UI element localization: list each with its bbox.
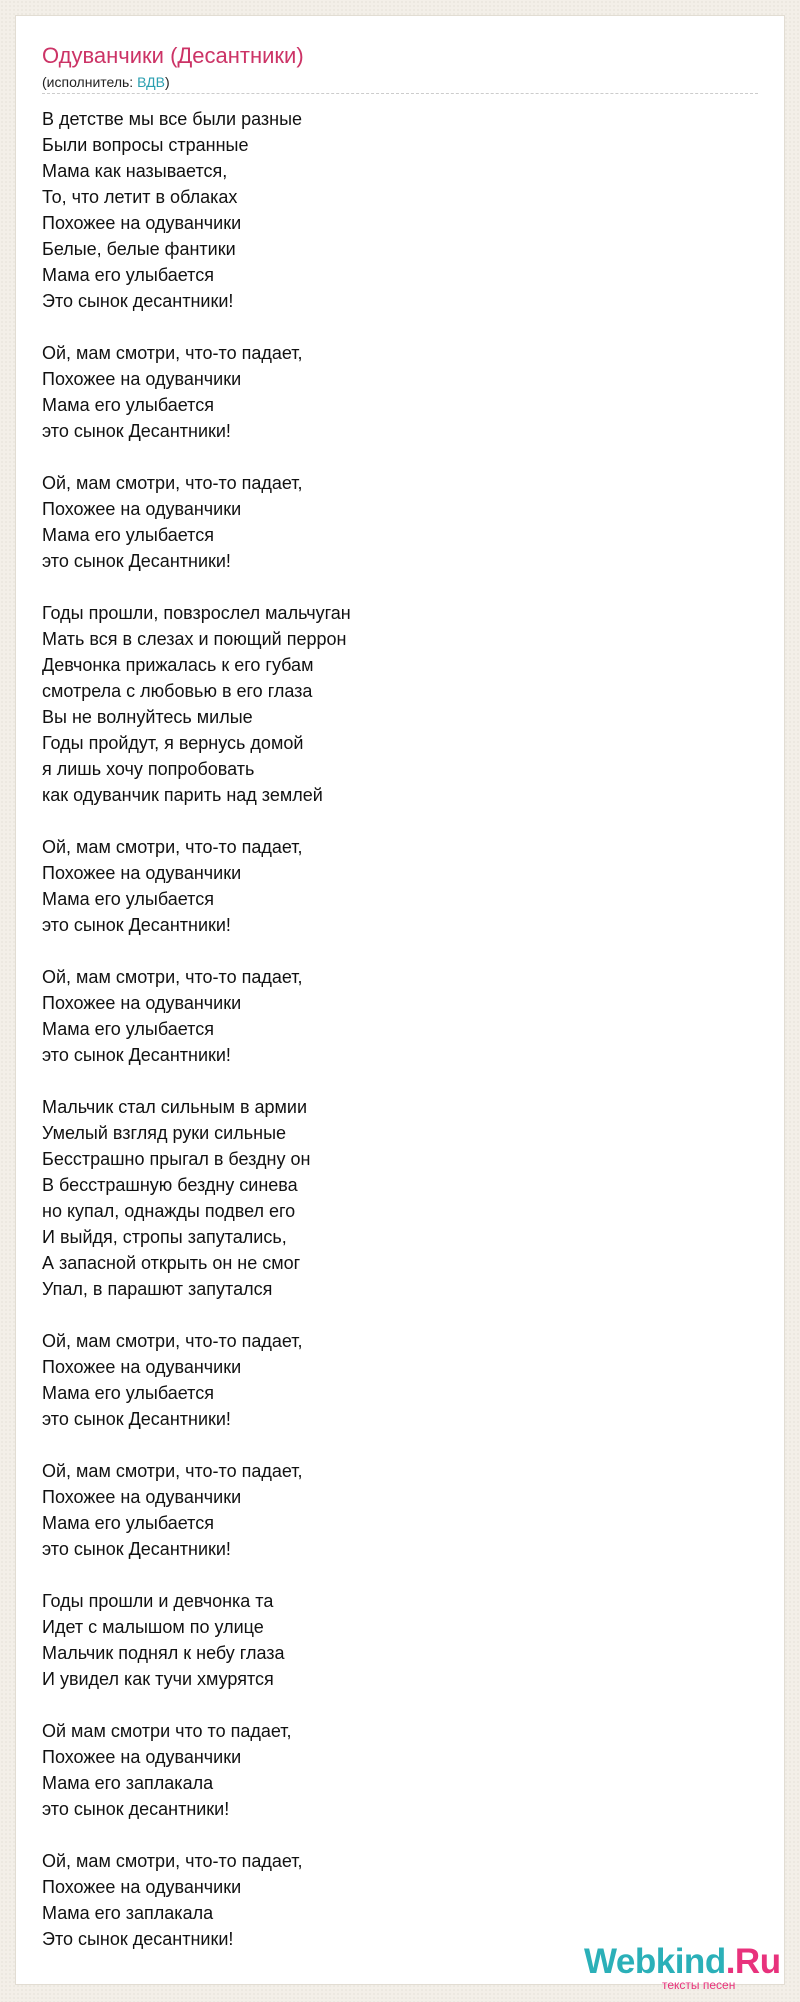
logo-wordmark bbox=[584, 1942, 781, 1982]
lyrics-line: Мама его улыбается bbox=[42, 525, 214, 545]
lyrics-line: как одуванчик парить над землей bbox=[42, 785, 323, 805]
lyrics-stanza bbox=[42, 1458, 758, 1562]
lyrics-line: Это сынок десантники! bbox=[42, 291, 234, 311]
lyrics-stanza bbox=[42, 1588, 758, 1692]
lyrics-stanza bbox=[42, 834, 758, 938]
lyrics-line: Мама его улыбается bbox=[42, 1383, 214, 1403]
logo-name: Webkind bbox=[584, 1942, 726, 1981]
lyrics-line: Ой, мам смотри, что-то падает, bbox=[42, 967, 303, 987]
lyrics-line: Похожее на одуванчики bbox=[42, 1487, 242, 1507]
lyrics-line: Ой, мам смотри, что-то падает, bbox=[42, 837, 303, 857]
lyrics-line: это сынок Десантники! bbox=[42, 1539, 231, 1559]
lyrics-line: Похожее на одуванчики bbox=[42, 1747, 242, 1767]
lyrics-line: В детстве мы все были разные bbox=[42, 109, 303, 129]
lyrics-line: Это сынок десантники! bbox=[42, 1929, 234, 1949]
lyrics-stanza bbox=[42, 106, 758, 314]
lyrics-line: Идет с малышом по улице bbox=[42, 1617, 264, 1637]
lyrics-line: Похожее на одуванчики bbox=[42, 1357, 242, 1377]
logo-tld: .Ru bbox=[725, 1942, 781, 1981]
lyrics-line: И выйдя, стропы запутались, bbox=[42, 1227, 287, 1247]
lyrics-line: Похожее на одуванчики bbox=[42, 499, 242, 519]
lyrics-line: Белые, белые фантики bbox=[42, 239, 236, 259]
lyrics-line: Годы прошли и девчонка та bbox=[42, 1591, 274, 1611]
logo-tagline: тексты песен bbox=[662, 1978, 736, 1992]
lyrics-line: Мама его улыбается bbox=[42, 889, 214, 909]
lyrics-line: Мама его улыбается bbox=[42, 265, 214, 285]
lyrics-line: Мама как называется, bbox=[42, 161, 228, 181]
lyrics-card bbox=[15, 15, 785, 1992]
lyrics-line: Ой, мам смотри, что-то падает, bbox=[42, 1331, 303, 1351]
lyrics-line: это сынок Десантники! bbox=[42, 1045, 231, 1065]
lyrics-text bbox=[42, 106, 758, 1978]
lyrics-line: Годы прошли, повзрослел мальчуган bbox=[42, 603, 351, 623]
lyrics-line: Ой, мам смотри, что-то падает, bbox=[42, 343, 303, 363]
lyrics-line: Похожее на одуванчики bbox=[42, 369, 242, 389]
lyrics-line: А запасной открыть он не смог bbox=[42, 1253, 301, 1273]
lyrics-stanza bbox=[42, 1328, 758, 1432]
lyrics-line: это сынок Десантники! bbox=[42, 915, 231, 935]
lyrics-line: Годы пройдут, я вернусь домой bbox=[42, 733, 304, 753]
lyrics-line: Ой, мам смотри, что-то падает, bbox=[42, 1851, 303, 1871]
lyrics-stanza bbox=[42, 340, 758, 444]
lyrics-stanza bbox=[42, 470, 758, 574]
lyrics-stanza bbox=[42, 600, 758, 808]
site-logo[interactable] bbox=[584, 1942, 792, 1998]
lyrics-line: Ой, мам смотри, что-то падает, bbox=[42, 1461, 303, 1481]
artist-prefix: (исполнитель: bbox=[42, 74, 138, 90]
lyrics-line: Были вопросы странные bbox=[42, 135, 249, 155]
lyrics-line: это сынок Десантники! bbox=[42, 1409, 231, 1429]
lyrics-line: Мама его улыбается bbox=[42, 1513, 214, 1533]
artist-line bbox=[42, 73, 170, 91]
lyrics-stanza bbox=[42, 1848, 758, 1952]
artist-suffix: ) bbox=[164, 74, 170, 90]
lyrics-line: И увидел как тучи хмурятся bbox=[42, 1669, 274, 1689]
song-title: Одуванчики (Десантники) bbox=[42, 43, 304, 68]
lyrics-line: Упал, в парашют запутался bbox=[42, 1279, 273, 1299]
title-divider bbox=[42, 93, 758, 94]
lyrics-line: Ой, мам смотри, что-то падает, bbox=[42, 473, 303, 493]
lyrics-line: В бесстрашную бездну синева bbox=[42, 1175, 298, 1195]
lyrics-stanza bbox=[42, 1094, 758, 1302]
lyrics-line: Мать вся в слезах и поющий перрон bbox=[42, 629, 347, 649]
lyrics-line: Мама его улыбается bbox=[42, 395, 214, 415]
lyrics-line: Мама его заплакала bbox=[42, 1903, 214, 1923]
lyrics-line: Похожее на одуванчики bbox=[42, 1877, 242, 1897]
lyrics-line: То, что летит в облаках bbox=[42, 187, 238, 207]
artist-link[interactable]: ВДВ bbox=[137, 74, 165, 90]
lyrics-line: я лишь хочу попробовать bbox=[42, 759, 255, 779]
lyrics-line: Похожее на одуванчики bbox=[42, 863, 242, 883]
lyrics-line: но купал, однажды подвел его bbox=[42, 1201, 296, 1221]
lyrics-line: Вы не волнуйтесь милые bbox=[42, 707, 253, 727]
lyrics-line: Мама его заплакала bbox=[42, 1773, 214, 1793]
lyrics-line: Мальчик поднял к небу глаза bbox=[42, 1643, 285, 1663]
lyrics-line: Умелый взгляд руки сильные bbox=[42, 1123, 287, 1143]
lyrics-stanza bbox=[42, 964, 758, 1068]
lyrics-line: Ой мам смотри что то падает, bbox=[42, 1721, 292, 1741]
lyrics-line: Мама его улыбается bbox=[42, 1019, 214, 1039]
lyrics-line: это сынок десантники! bbox=[42, 1799, 230, 1819]
lyrics-line: Бесстрашно прыгал в бездну он bbox=[42, 1149, 311, 1169]
lyrics-stanza bbox=[42, 1718, 758, 1822]
lyrics-line: Похожее на одуванчики bbox=[42, 993, 242, 1013]
lyrics-line: смотрела с любовью в его глаза bbox=[42, 681, 313, 701]
lyrics-line: Похожее на одуванчики bbox=[42, 213, 242, 233]
lyrics-line: это сынок Десантники! bbox=[42, 551, 231, 571]
lyrics-line: Мальчик стал сильным в армии bbox=[42, 1097, 308, 1117]
lyrics-line: это сынок Десантники! bbox=[42, 421, 231, 441]
lyrics-line: Девчонка прижалась к его губам bbox=[42, 655, 314, 675]
